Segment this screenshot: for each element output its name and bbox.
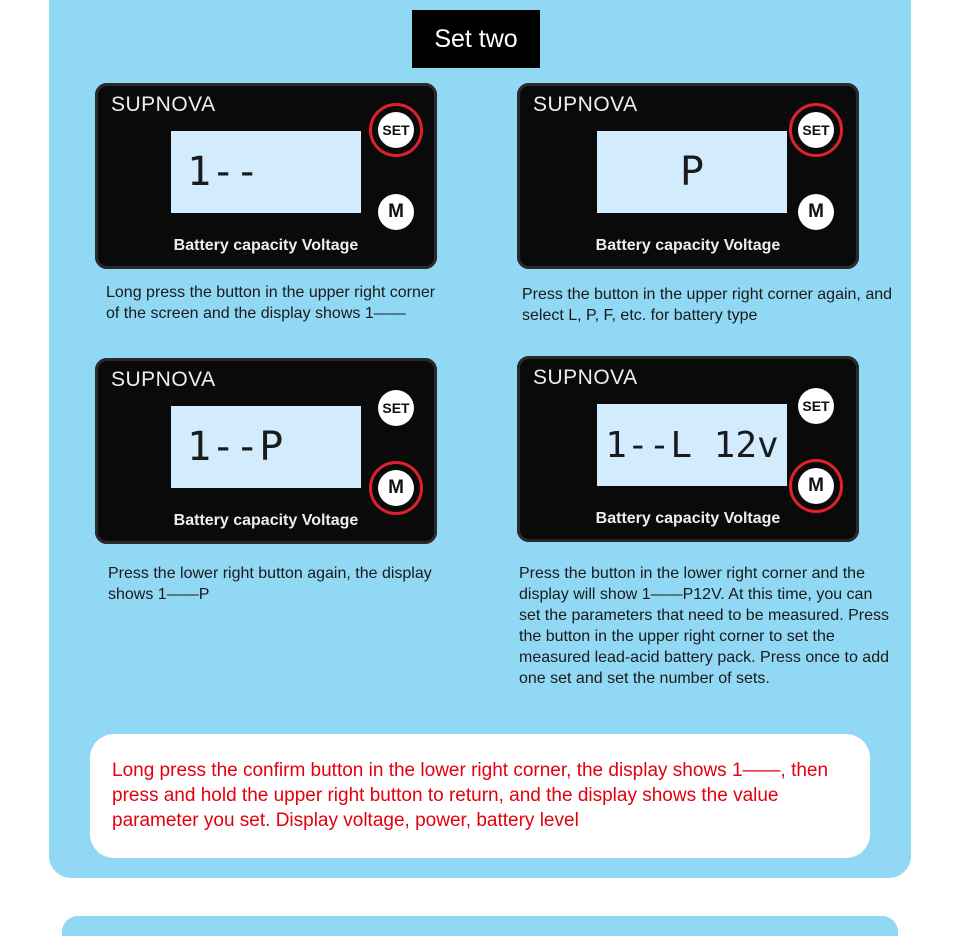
note-text: Long press the confirm button in the lower right corner, the display shows 1——, then press and hold the upper right button to return, and the display shows the value parameter you set. Display voltage, power, battery level [112,760,829,831]
lcd-screen [171,406,361,488]
m-button[interactable]: M [798,468,834,504]
lcd-readout: 1-- [187,149,260,195]
step-description-3: Press the lower right button again, the display shows 1——P [108,565,432,603]
next-panel-edge [62,916,898,936]
step-description-2: Press the button in the upper right corner again, and select L, P, F, etc. for battery type [522,286,893,324]
device-caption: Battery capacity Voltage [173,512,359,529]
m-button[interactable]: M [378,470,414,506]
meter-device-2 [517,83,859,269]
lcd-readout: 1--L 12v [605,424,779,466]
meter-device-1 [95,83,437,269]
m-button[interactable]: M [378,194,414,230]
brand-label: SUPNOVA [533,93,638,116]
brand-label: SUPNOVA [111,93,216,116]
meter-device-3 [95,358,437,544]
set-button[interactable]: SET [378,390,414,426]
m-button[interactable]: M [798,194,834,230]
lcd-screen [597,404,787,486]
set-button[interactable]: SET [378,112,414,148]
lcd-readout: 1--P [187,424,284,470]
device-caption: Battery capacity Voltage [173,237,359,254]
brand-label: SUPNOVA [111,368,216,391]
device-caption: Battery capacity Voltage [595,237,781,254]
set-button[interactable]: SET [798,388,834,424]
step-description-1: Long press the button in the upper right corner of the screen and the display shows 1—— [106,284,436,322]
lcd-screen [171,131,361,213]
meter-device-4 [517,356,859,542]
set-button[interactable]: SET [798,112,834,148]
note-box [90,734,870,858]
brand-label: SUPNOVA [533,366,638,389]
device-caption: Battery capacity Voltage [595,510,781,527]
step-description-4: Press the button in the lower right corner and the display will show 1——P12V. At this time, you can set the parameters that need to be measured. Press the button in the upper right corner to set the measured lead-acid battery pack. Press once to add one set and set the number of sets. [519,565,889,687]
lcd-readout: P [679,149,705,195]
section-title: Set two [412,10,540,68]
lcd-screen [597,131,787,213]
